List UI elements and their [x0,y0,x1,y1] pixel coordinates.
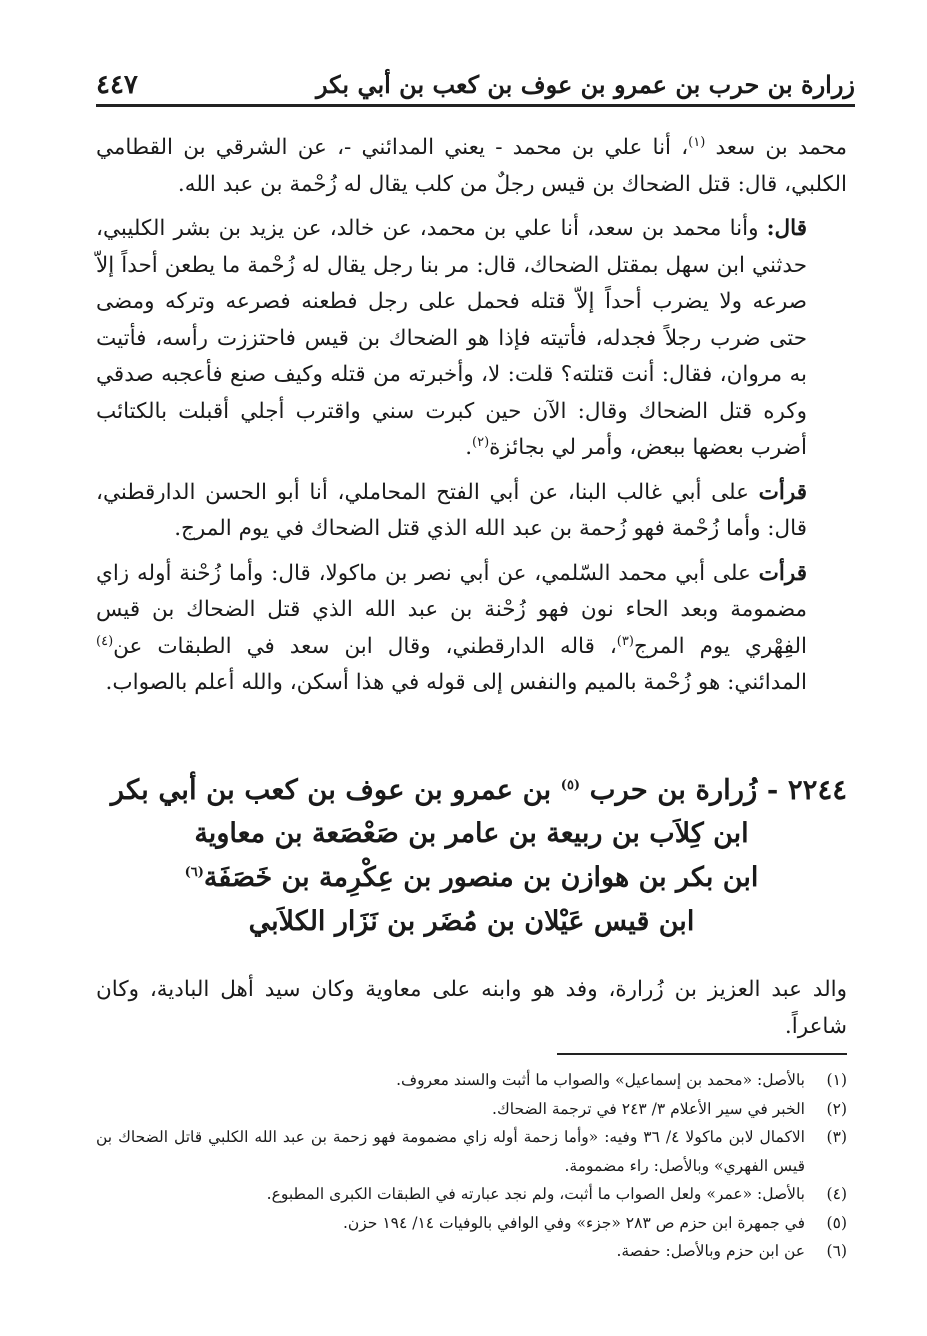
paragraph-text: المدائني: هو زُحْمة بالميم والنفس إلى قوله في هذا أسكن، والله أعلم بالصواب. [105,670,807,695]
footnote-ref: (١) [688,134,706,150]
running-title: زرارة بن حرب بن عمرو بن عوف بن كعب بن أبي بكر [315,70,855,99]
footnote-text: عن ابن حزم وبالأصل: حفصة. [616,1242,805,1260]
paragraph-3 [96,475,847,548]
main-text [96,130,847,710]
paragraph-text: وأنا محمد بن سعد، أنا علي بن محمد، عن خالد، عن يزيد بن بشر الكليبي، حدثني ابن سهل بمقتل الضحاك، قال: مر بنا رجل يقال له زُحْمة ما يطعن أحداً إلاّ صرعه ولا يضرب أحداً إلاّ قتله فحمل على رجل فطعنه فصرعه وتركه ومضى حتى ضرب رجلاً فجدله، فأتيته فإذا هو الضحاك بن قيس فاحتززت رأسه، فأتيت به مروان، فقال: أنت قتلته؟ قلت: لا، وأخبرته من قتله وكيف صنع فأعجبه صدقي وكره قتل الضحاك وقال: الآن حين كبرت سني واقترب أجلي أقبلت بالكتائب أضرب بعضها ببعض، وأمر لي بجائزة [96,216,807,460]
footnote-text: بالأصل: «عمر» ولعل الصواب ما أثبت، ولم نجد عبارته في الطبقات الكبرى المطبوع. [266,1185,805,1203]
paragraph-lead: قال: [766,216,807,241]
paragraph-text: على أبي غالب البنا، عن أبي الفتح المحاملي، أنا أبو الحسن الدارقطني، قال: وأما زُحْمة فهو زُحمة بن عبد الله الذي قتل الضحاك في يوم المرج. [96,479,807,541]
paragraph-lead: قرأت [758,560,807,586]
footnote-item [96,1180,847,1209]
paragraph-lead: قرأت [758,479,807,505]
paragraph-text: ، أنا علي بن محمد - يعني المدائني -، عن الشرقي بن القطامي الكلبي، قال: قتل الضحاك بن قيس رجلٌ من كلب يقال له زُحْمة بن عبد الله. [96,135,847,197]
entry-line-1 [96,768,847,812]
paragraph-2 [96,211,847,467]
footnote-number: (٤) [826,1185,847,1203]
entry-lineage: ابن بكر بن هوازن بن منصور بن عِكْرِمة بن خَصَفَة [203,862,759,893]
footnote-text: الخبر في سير الأعلام ٣/ ٢٤٣ في ترجمة الضحاك. [492,1099,805,1118]
paragraph-text: محمد بن سعد [715,135,847,160]
entry-number-name: ٢٢٤٤ - زُرارة بن حرب [589,774,847,806]
entry-description [96,972,847,1053]
footnote-divider [557,1053,847,1055]
footnote-number: (٣) [826,1128,847,1146]
footnote-ref: (٦) [184,865,204,880]
paragraph-1 [96,130,847,203]
entry-line-3 [96,856,847,900]
page-number: ٤٤٧ [96,70,138,100]
paragraph-text: ، قاله الدارقطني، وقال ابن سعد في الطبقات عن [113,633,617,659]
footnote-text: في جمهرة ابن حزم ص ٢٨٣ «جزء» وفي الوافي بالوفيات ١٤/ ١٩٤ حزن. [342,1213,805,1232]
footnote-item [96,1237,847,1266]
entry-line-2: ابن كِلاَب بن ربيعة بن عامر بن صَعْصَعة بن معاوية [194,818,749,849]
footnote-ref: (٥) [560,777,581,793]
footnote-text: الاكمال لابن ماكولا ٤/ ٣٦ وفيه: «وأما زحمة أوله زاي مضمومة فهو زحمة بن عبد الله الكلبي قاتل الضحاك بن قيس الفهري» وبالأصل: راء مضمومة. [96,1128,805,1175]
footnote-number: (٥) [826,1213,847,1232]
footnote-ref: (٤) [96,633,114,649]
footnote-item [96,1066,847,1095]
footnote-item [96,1123,847,1180]
footnote-item [96,1209,847,1238]
footnote-number: (٦) [826,1242,847,1260]
entry-lineage: بن عمرو بن عوف بن كعب بن أبي بكر [110,774,552,806]
entry-line-4: ابن قيس عَيْلان بن مُضَر بن نَزَار الكلاَبي [248,906,695,937]
paragraph-text: على أبي محمد السّلمي، عن أبي نصر بن ماكولا، قال: وأما زُحْنة أوله زاي مضمومة وبعد الحاء نون فهو زُحْنة بن عبد الله الذي قتل الضحاك بن قيس الفِهْري يوم المرج [96,560,807,659]
biography-entry-heading [96,768,847,944]
paragraph-text: . [465,435,473,460]
running-header [96,64,855,107]
entry-description-text: والد عبد العزيز بن زُرارة، وفد هو وابنه على معاوية وكان سيد أهل البادية، وكان شاعراً. [96,977,847,1039]
footnote-item [96,1095,847,1124]
footnote-ref: (٢) [472,434,490,450]
footnote-ref: (٣) [616,633,634,649]
footnote-number: (١) [826,1071,847,1089]
footnote-number: (٢) [826,1099,847,1118]
paragraph-4 [96,556,847,702]
footnote-text: بالأصل: «محمد بن إسماعيل» والصواب ما أثبت والسند معروف. [396,1071,805,1089]
footnotes [96,1066,847,1266]
